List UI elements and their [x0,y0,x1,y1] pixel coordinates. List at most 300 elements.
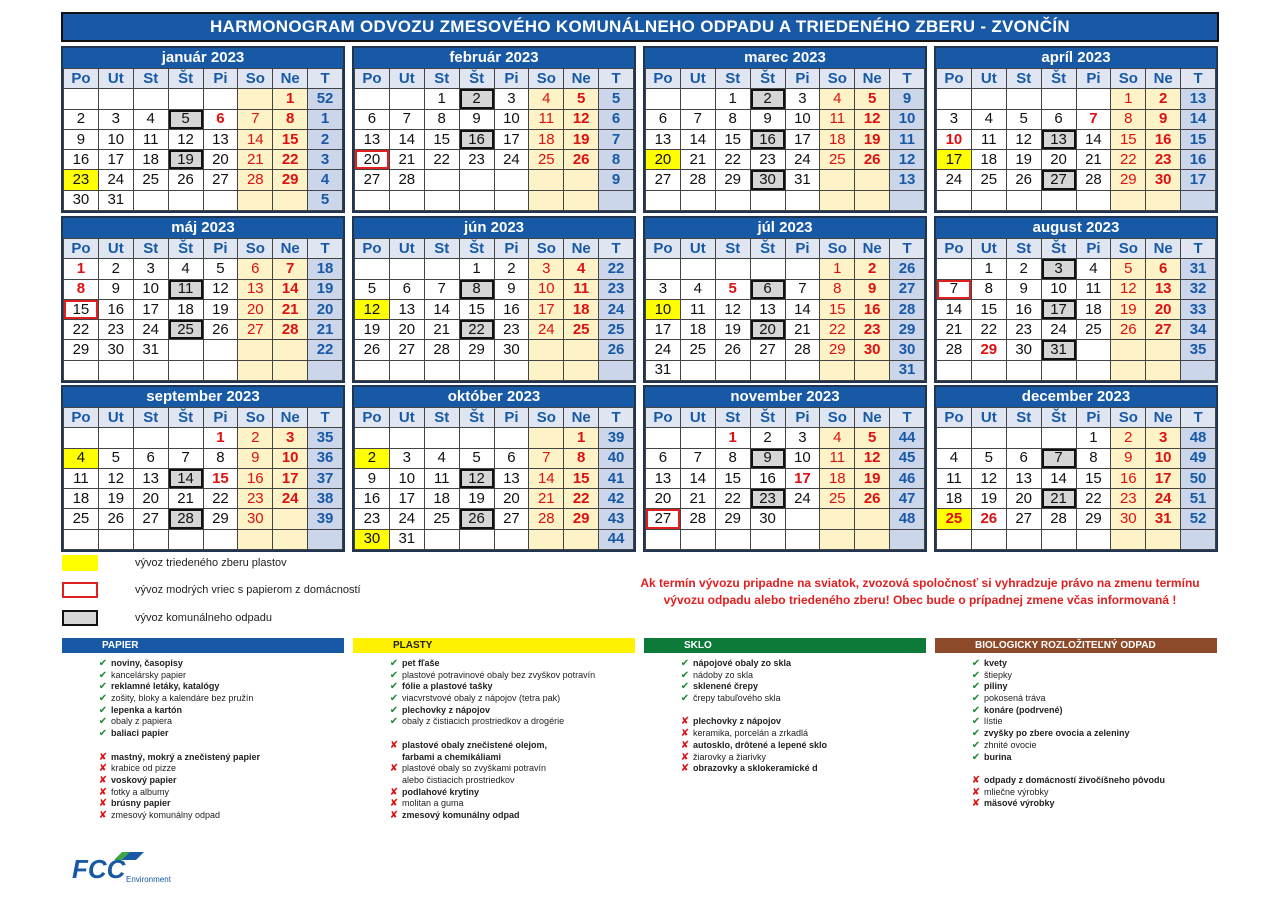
allowed-item [968,728,1258,740]
day-cell: 17 [389,489,424,509]
week-number: 14 [1181,109,1216,129]
day-header: Št [459,408,494,428]
allowed-item [968,693,1258,705]
week-number: 8 [599,150,634,170]
day-cell: 13 [1006,468,1041,488]
day-cell: 10 [273,448,308,468]
day-cell: 4 [937,448,972,468]
day-cell: 22 [820,320,855,340]
empty-cell [494,529,529,549]
day-cell: 4 [1076,259,1111,279]
month-calendar [352,385,636,552]
day-cell: 8 [1076,448,1111,468]
check-icon: ✔ [98,658,108,669]
empty-cell [680,360,715,380]
day-cell: 1 [203,428,238,448]
day-header: Po [64,69,99,89]
day-cell: 27 [1146,320,1181,340]
item-label: baliaci papier [111,728,169,739]
allowed-item [677,658,967,670]
empty-cell [355,428,390,448]
day-cell: 8 [971,279,1006,299]
day-cell: 14 [389,129,424,149]
week-number: 44 [890,428,925,448]
allowed-item [95,693,385,705]
week-number: 28 [890,299,925,319]
day-cell: 30 [855,340,890,360]
day-header: So [529,408,564,428]
day-cell: 20 [1006,489,1041,509]
item-label: obaly z čistiacich prostriedkov a drogérie [402,716,565,727]
check-icon: ✔ [680,693,690,705]
empty-cell [715,190,750,210]
day-cell: 14 [424,299,459,319]
day-header: So [238,408,273,428]
check-icon: ✔ [98,704,108,716]
empty-cell [64,529,99,549]
empty-cell [168,340,203,360]
forbidden-item [386,752,676,764]
week-number: 9 [890,89,925,109]
cross-icon: ✘ [680,739,690,751]
day-header: Ut [680,239,715,259]
day-cell: 6 [1041,109,1076,129]
category-items [95,658,385,822]
empty-cell [203,529,238,549]
day-cell: 23 [64,170,99,190]
empty-cell [785,190,820,210]
allowed-item [386,693,676,705]
day-cell: 30 [98,340,133,360]
day-header: Ne [564,239,599,259]
day-cell: 23 [1146,150,1181,170]
item-label: kancelársky papier [111,669,187,680]
day-cell: 17 [529,299,564,319]
day-cell: 7 [937,279,972,299]
day-cell: 18 [820,129,855,149]
day-cell: 13 [750,299,785,319]
check-icon: ✔ [680,681,690,693]
day-header: Ut [98,239,133,259]
month-calendar [643,216,927,383]
allowed-item [968,681,1258,693]
day-cell: 9 [238,448,273,468]
legend-red-label: vývoz modrých vriec s papierom z domácností [135,584,361,596]
day-header: Št [750,69,785,89]
check-icon: ✔ [98,728,108,740]
week-number: 26 [599,340,634,360]
day-cell: 16 [238,468,273,488]
forbidden-item [95,752,385,764]
day-cell: 29 [64,340,99,360]
cross-icon: ✘ [971,798,981,810]
day-header: St [715,408,750,428]
empty-cell [971,190,1006,210]
day-cell: 29 [1076,509,1111,529]
day-cell: 16 [355,489,390,509]
day-cell: 28 [238,170,273,190]
empty-cell [1041,360,1076,380]
day-cell: 29 [203,509,238,529]
empty-cell [937,259,972,279]
day-cell: 22 [715,150,750,170]
day-cell: 10 [98,129,133,149]
day-cell: 19 [1111,299,1146,319]
day-cell: 24 [389,509,424,529]
day-cell: 13 [238,279,273,299]
day-cell: 24 [494,150,529,170]
empty-cell [529,529,564,549]
day-cell: 6 [238,259,273,279]
day-cell: 8 [1111,109,1146,129]
day-cell: 6 [494,448,529,468]
item-label: zhnité ovocie [984,739,1037,750]
forbidden-item [677,763,967,775]
week-number: 42 [599,489,634,509]
day-cell: 28 [1076,170,1111,190]
day-cell: 26 [564,150,599,170]
empty-cell [133,89,168,109]
day-header: Pi [494,408,529,428]
week-number: 9 [599,170,634,190]
empty-cell [1111,529,1146,549]
day-cell: 1 [64,259,99,279]
category-items [968,658,1258,810]
month-title: august 2023 [936,218,1216,238]
day-cell: 23 [1111,489,1146,509]
day-cell: 5 [855,89,890,109]
day-cell: 23 [1006,320,1041,340]
day-cell: 13 [646,129,681,149]
day-cell: 26 [1111,320,1146,340]
day-header: Št [168,408,203,428]
day-cell: 22 [971,320,1006,340]
day-cell: 15 [715,468,750,488]
day-cell: 28 [168,509,203,529]
day-header: Št [459,69,494,89]
day-cell: 16 [98,299,133,319]
day-cell: 3 [646,279,681,299]
allowed-item [95,705,385,717]
day-header: St [424,408,459,428]
day-header: So [1111,239,1146,259]
day-cell: 14 [238,129,273,149]
week-number: 33 [1181,299,1216,319]
empty-cell [529,360,564,380]
day-cell: 4 [971,109,1006,129]
item-label: brúsny papier [111,798,171,809]
day-cell: 1 [1076,428,1111,448]
month-title: júl 2023 [645,218,925,238]
empty-cell [971,89,1006,109]
allowed-item [677,681,967,693]
day-cell: 12 [203,279,238,299]
day-cell: 12 [855,448,890,468]
empty-cell [564,170,599,190]
empty-cell [855,509,890,529]
day-header: Št [750,408,785,428]
empty-cell [238,529,273,549]
item-label: fotky a albumy [111,786,170,797]
month-title: október 2023 [354,387,634,407]
empty-cell [855,170,890,190]
item-label: piliny [984,681,1008,692]
day-cell: 10 [494,109,529,129]
empty-cell [564,360,599,380]
day-cell: 10 [785,448,820,468]
empty-cell [971,428,1006,448]
day-cell: 6 [750,279,785,299]
day-cell: 10 [529,279,564,299]
day-cell: 18 [133,150,168,170]
day-cell: 19 [459,489,494,509]
forbidden-item [968,798,1258,810]
day-cell: 5 [855,428,890,448]
empty-cell [855,360,890,380]
day-cell: 28 [273,320,308,340]
allowed-item [95,658,385,670]
day-header: So [1111,408,1146,428]
forbidden-item [386,740,676,752]
empty-cell [168,190,203,210]
day-cell: 4 [529,89,564,109]
empty-cell [273,529,308,549]
week-number: 50 [1181,468,1216,488]
empty-cell [424,428,459,448]
day-cell: 3 [785,89,820,109]
day-header: Ut [389,69,424,89]
day-header: Pi [785,69,820,89]
empty-cell [389,190,424,210]
day-cell: 11 [529,109,564,129]
day-cell: 29 [273,170,308,190]
day-cell: 6 [1006,448,1041,468]
day-cell: 20 [646,489,681,509]
day-cell: 19 [203,299,238,319]
empty-cell [564,340,599,360]
day-cell: 2 [98,259,133,279]
week-number: 35 [308,428,343,448]
day-cell: 28 [785,340,820,360]
page-title: HARMONOGRAM ODVOZU ZMESOVÉHO KOMUNÁLNEHO ODPADU A TRIEDENÉHO ZBERU - ZVONČÍN [61,12,1219,42]
day-cell: 11 [680,299,715,319]
day-cell: 12 [855,109,890,129]
week-number [1181,529,1216,549]
item-label: zvyšky po zbere ovocia a zeleniny [984,728,1130,739]
day-header: Ut [680,408,715,428]
empty-cell [937,428,972,448]
legend-yellow-swatch [62,555,98,571]
day-cell: 4 [820,428,855,448]
empty-cell [1041,89,1076,109]
cross-icon: ✘ [680,716,690,728]
day-cell: 16 [750,468,785,488]
empty-cell [494,190,529,210]
empty-cell [750,529,785,549]
day-header: Po [355,408,390,428]
forbidden-item [95,810,385,822]
day-cell: 25 [529,150,564,170]
day-header: Pi [203,69,238,89]
day-cell: 22 [1111,150,1146,170]
empty-cell [133,360,168,380]
day-header: T [890,239,925,259]
logo-text: FCC [72,854,126,884]
item-label: plastové obaly so zvyškami potravín [402,763,547,774]
day-cell: 9 [1006,279,1041,299]
day-header: St [1006,239,1041,259]
day-cell: 17 [646,320,681,340]
week-number: 18 [308,259,343,279]
week-number: 43 [599,509,634,529]
empty-cell [459,428,494,448]
week-number: 34 [1181,320,1216,340]
week-number: 44 [599,529,634,549]
cross-icon: ✘ [680,728,690,740]
allowed-item [95,728,385,740]
day-cell: 22 [564,489,599,509]
day-header: T [1181,408,1216,428]
week-number [1181,190,1216,210]
day-cell: 6 [1146,259,1181,279]
day-cell: 21 [1076,150,1111,170]
category-header: PAPIER [62,638,344,653]
week-number: 19 [308,279,343,299]
item-label: molitan a guma [402,798,464,809]
empty-cell [646,89,681,109]
allowed-item [95,681,385,693]
day-cell: 21 [937,320,972,340]
day-cell: 28 [529,509,564,529]
day-cell: 24 [98,170,133,190]
empty-cell [203,340,238,360]
empty-cell [855,190,890,210]
day-cell: 3 [98,109,133,129]
empty-cell [1006,529,1041,549]
day-cell: 10 [1146,448,1181,468]
check-icon: ✔ [389,693,399,705]
day-cell: 16 [1111,468,1146,488]
day-header: Pi [785,408,820,428]
day-cell: 17 [133,299,168,319]
day-cell: 11 [64,468,99,488]
day-cell: 9 [1146,109,1181,129]
empty-cell [424,360,459,380]
day-cell: 16 [1146,129,1181,149]
empty-cell [971,529,1006,549]
day-cell: 3 [389,448,424,468]
day-cell: 5 [1111,259,1146,279]
day-cell: 26 [715,340,750,360]
week-number: 16 [1181,150,1216,170]
day-cell: 29 [971,340,1006,360]
day-cell: 16 [750,129,785,149]
day-header: St [424,239,459,259]
allowed-item [968,716,1258,728]
day-cell: 5 [355,279,390,299]
day-header: T [890,408,925,428]
day-cell: 11 [1076,279,1111,299]
day-cell: 31 [133,340,168,360]
empty-cell [1146,360,1181,380]
day-cell: 31 [1041,340,1076,360]
day-header: So [820,408,855,428]
day-cell: 9 [855,279,890,299]
week-number: 32 [1181,279,1216,299]
day-cell: 21 [238,150,273,170]
day-header: St [424,69,459,89]
day-cell: 4 [64,448,99,468]
day-cell: 27 [203,170,238,190]
day-cell: 12 [1006,129,1041,149]
day-header: So [238,239,273,259]
item-label: odpady z domácností živočíšneho pôvodu [984,774,1166,785]
day-cell: 7 [389,109,424,129]
day-cell: 13 [1146,279,1181,299]
day-cell: 9 [1111,448,1146,468]
fcc-logo [72,846,182,886]
month-title: január 2023 [63,48,343,68]
day-header: Št [459,239,494,259]
week-number: 3 [308,150,343,170]
day-cell: 5 [168,109,203,129]
day-header: St [133,408,168,428]
empty-cell [1041,428,1076,448]
day-cell: 27 [646,170,681,190]
empty-cell [168,428,203,448]
day-header: T [599,69,634,89]
day-cell: 22 [203,489,238,509]
day-cell: 12 [715,299,750,319]
day-cell: 26 [971,509,1006,529]
day-cell: 30 [494,340,529,360]
day-cell: 19 [971,489,1006,509]
day-cell: 27 [646,509,681,529]
empty-cell [168,360,203,380]
item-label: voskový papier [111,774,177,785]
check-icon: ✔ [389,658,399,669]
week-number: 39 [308,509,343,529]
month-title: február 2023 [354,48,634,68]
empty-cell [203,190,238,210]
cross-icon: ✘ [98,763,108,775]
empty-cell [680,190,715,210]
empty-cell [564,529,599,549]
empty-cell [680,529,715,549]
day-header: Po [64,239,99,259]
item-label: zošity, bloky a kalendáre bez pružín [111,693,254,704]
day-cell: 7 [273,259,308,279]
week-number: 4 [308,170,343,190]
day-cell: 2 [459,89,494,109]
day-cell: 17 [273,468,308,488]
empty-cell [98,360,133,380]
empty-cell [168,89,203,109]
day-cell: 14 [937,299,972,319]
day-cell: 12 [355,299,390,319]
empty-cell [715,259,750,279]
check-icon: ✔ [971,681,981,693]
cross-icon: ✘ [389,739,399,751]
day-cell: 4 [820,89,855,109]
empty-cell [785,360,820,380]
day-cell: 5 [564,89,599,109]
day-cell: 2 [855,259,890,279]
day-cell: 25 [680,340,715,360]
empty-cell [715,360,750,380]
month-calendar [352,46,636,213]
week-number: 23 [599,279,634,299]
